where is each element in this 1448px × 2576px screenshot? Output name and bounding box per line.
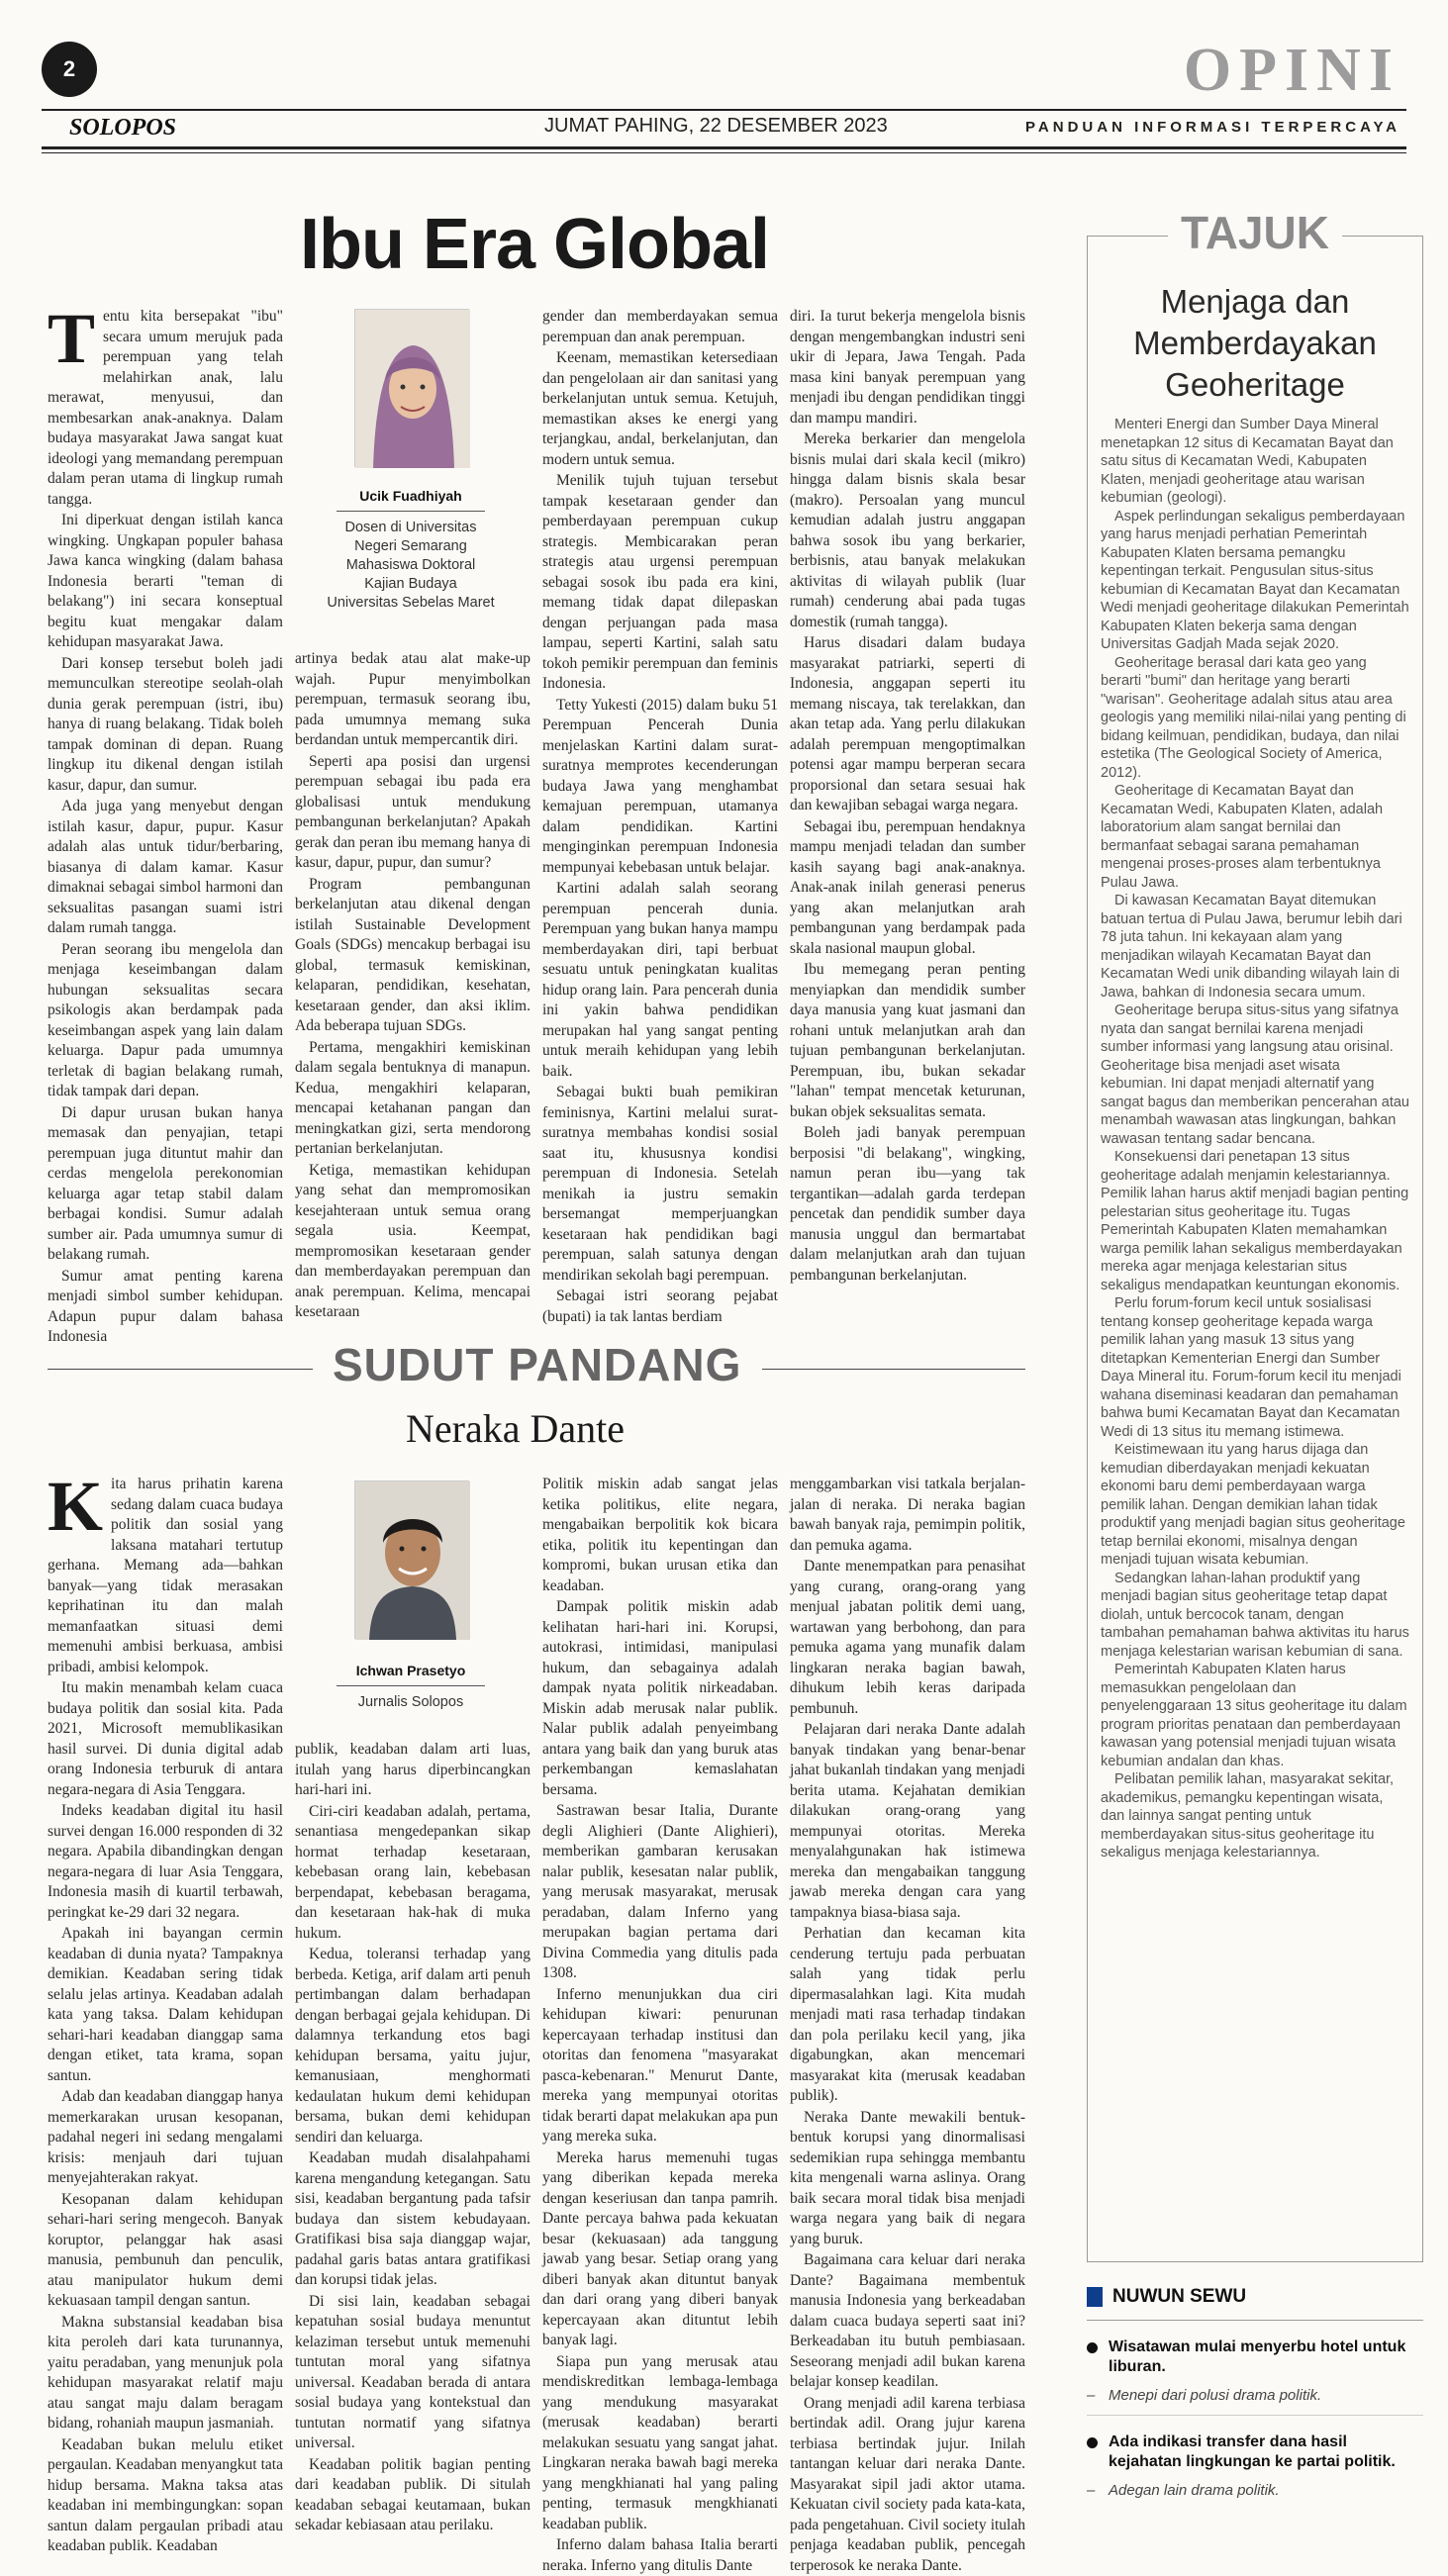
paragraph: Pertama, mengakhiri kemiskinan dalam segala bentuknya di manapun. Kedua, mengakhiri kelaparan, mencapai ketahanan pangan dan meningkatkan gizi, serta mendorong pertanian berkelanjutan. [295, 1038, 531, 1160]
tajuk-label: TAJUK [1168, 206, 1342, 259]
header-rule-bottom [42, 146, 1406, 149]
nuwun-reply-text: Adegan lain drama politik. [1109, 2482, 1280, 2499]
nuwun-reply [1087, 2387, 1423, 2404]
header-rule-thin [42, 152, 1406, 153]
paragraph: Apakah ini bayangan cermin keadaban di dunia nyata? Tampaknya demikian. Keadaban sering tidak selalu jelas artinya. Keadaban adalah kata yang taksa. Dalam kehidupan sehari-hari keadaban dianggap sama dengan etiket, tata krama, sopan santun. [48, 1924, 283, 2086]
opinion-column-4 [790, 1475, 1025, 2504]
author-role: Jurnalis Solopos [293, 1693, 529, 1712]
tajuk-title: Menjaga dan Memberdayakan Geoheritage [1099, 281, 1411, 406]
section-title: OPINI [1184, 36, 1400, 106]
author-portrait-image [355, 310, 470, 468]
paragraph: Neraka Dante mewakili bentuk-bentuk korupsi yang dinormalisasi sedemikian rupa sehingga membantu kita mengenali warna aslinya. Orang baik secara moral tidak bisa menjadi warga negara yang baik di negara yang buruk. [790, 2108, 1025, 2250]
page-number-badge: 2 [42, 42, 97, 97]
article-column-3 [542, 307, 778, 1296]
paragraph: Politik miskin adab sangat jelas ketika politikus, elite negara, mengabaikan berpolitik kok bicara etika, politik itu kepentingan dan kompromi, bukan urusan etika dan keadaban. [542, 1475, 778, 1596]
paragraph: Sedangkan lahan-lahan produktif yang menjadi bagian situs geoheritage tetap dapat diolah, untuk bercocok tanam, dengan tambahan pemahaman bahwa aktivitas itu harus menjaga kelestarian warisan kebumian di sana. [1101, 1570, 1409, 1662]
paragraph: Aspek perlindungan sekaligus pemberdayaan yang harus menjadi perhatian Pemerintah Kabupaten Klaten bersama pemangku kepentingan terkait. Pengusulan situs-situs kebumian di Kecamatan Bayat dan Kecamatan Wedi menjadi geoheritage dilakukan Pemerintah Kabupaten Klaten bekerja sama dengan Universitas Gadjah Mada sejak 2020. [1101, 508, 1409, 654]
author-role-line: Dosen di Universitas [293, 519, 529, 537]
section-rule-right [762, 1369, 1025, 1370]
paragraph: Perhatian dan kecaman kita cenderung tertuju pada perbuatan salah yang tidak perlu dipermasalahkan lagi. Kita mudah menjadi mati rasa terhadap tindakan dan pola perilaku kecil yang, jika digabungkan, akan mencemari masyarakat kita (merusak keadaban publik). [790, 1924, 1025, 2107]
author-name: Ichwan Prasetyo [317, 1663, 505, 1678]
paragraph: Keenam, memastikan ketersediaan dan pengelolaan air dan sanitasi yang berkelanjutan untuk semua. Ketujuh, memastikan akses ke energi yang terjangkau, andal, berkelanjutan, dan modern untuk semua. [542, 348, 778, 470]
paragraph: Sastrawan besar Italia, Durante degli Alighieri (Dante Alighieri), memberikan gambaran kerusakan nalar publik, kesesatan nalar publik, yang merusak masyarakat, merusak peradaban, dalam Inferno yang merupakan bagian pertama dari Divina Commedia yang ditulis pada 1308. [542, 1801, 778, 1984]
dropcap: T [48, 309, 95, 368]
paragraph: ita harus prihatin karena sedang dalam cuaca budaya politik dan sosial yang laksana matahari tertutup gerhana. Memang ada—bahkan banyak—yang tidak merasakan keprihatinan itu dan malah memanfaatkan situasi demi memenuhi ambisi berkuasa, ambisi pribadi, ambisi kelompok. [48, 1475, 283, 1677]
paragraph: Sebagai bukti buah pemikiran feminisnya, Kartini melalui surat-suratnya membahas kondisi sosial saat itu, khususnya kondisi perempuan di Indonesia. Setelah menikah ia justru semakin bersemangat memperjuangkan kesetaraan hak pendidikan bagi perempuan, salah satunya dengan mendirikan sekolah bagi perempuan. [542, 1083, 778, 1286]
paragraph: Menteri Energi dan Sumber Daya Mineral menetapkan 12 situs di Kecamatan Bayat dan satu situs di Kecamatan Wedi, Kabupaten Klaten, menjadi geoheritage atau warisan kebumian (geologi). [1101, 416, 1409, 508]
dropcap: K [48, 1477, 103, 1536]
paragraph: Seperti apa posisi dan urgensi perempuan sebagai ibu pada era globalisasi untuk mendukung pembangunan berkelanjutan? Apakah gerak dan peran ibu memang hanya di kasur, dapur, pupur, dan sumur? [295, 752, 531, 874]
paragraph: Adab dan keadaban dianggap hanya memerkarakan urusan kesopanan, padahal negeri ini sedang mengalami krisis: menjauh dari tujuan menyejahterakan rakyat. [48, 2087, 283, 2189]
author-name: Ucik Fuadhiyah [317, 488, 505, 504]
paragraph: Itu makin menambah kelam cuaca budaya politik dan sosial kita. Pada 2021, Microsoft memublikasikan hasil survei. Di dunia digital adab orang Indonesia terburuk di antara negara-negara di Asia Tenggara. [48, 1678, 283, 1800]
opinion-column-1 [48, 1475, 283, 2504]
article-column-2 [295, 649, 531, 1296]
paragraph: Pelajaran dari neraka Dante adalah banyak tindakan yang benar-benar jahat bukanlah tindakan yang menjadi berita utama. Kejahatan demikian dilakukan orang-orang yang mempunyai otoritas. Mereka menyalahgunakan hak istimewa mereka dan mengabaikan tanggung jawab mereka dengan cara yang tampaknya biasa-biasa saja. [790, 1720, 1025, 1923]
dateline: JUMAT PAHING, 22 DESEMBER 2023 [544, 115, 888, 138]
paragraph: Tetty Yukesti (2015) dalam buku 51 Perempuan Pencerah Dunia menjelaskan Kartini dalam surat-suratnya memprotes kecenderungan budaya Jawa yang menghambat kemajuan perempuan, utamanya dalam pendidikan. Kartini menginginkan perempuan Indonesia mempunyai kebebasan untuk belajar. [542, 696, 778, 879]
paragraph: Kedua, toleransi terhadap yang berbeda. Ketiga, arif dalam arti penuh pertimbangan dalam berhadapan dengan berbagai gejala kehidupan. Di dalamnya terkandung etos bagi kehidupan bersama, yaitu jujur, kemanusiaan, menghormati kedaulatan hukum demi kehidupan bersama, bukan demi kehidupan sendiri dan keluarga. [295, 1945, 531, 2147]
paragraph: Kesopanan dalam kehidupan sehari-hari sering mengecoh. Banyak koruptor, pelanggar hak asasi manusia, pembunuh dan penculik, atau manipulator hukum demi kekuasaan tampil dengan santun. [48, 2190, 283, 2312]
paragraph: Geoheritage berupa situs-situs yang sifatnya nyata dan sangat bernilai karena menjadi sumber informasi yang langsung atau orisinal. Geoheritage bisa menjadi aset wisata kebumian. Ini dapat menjadi alternatif yang sangat bagus dan memberikan pencerahan atau menambah wawasan atas lingkungan, bahkan wawasan tentang sadar bencana. [1101, 1002, 1409, 1148]
paragraph: Pemerintah Kabupaten Klaten harus memasukkan pengelolaan dan penyelenggaraan 13 situs geoheritage itu dalam program prioritas penataan dan pemberdayaan kawasan yang potensial menjadi tujuan wisata kebumian andalan dan khas. [1101, 1661, 1409, 1770]
nuwun-sewu-header [1087, 2286, 1246, 2308]
paragraph: menggambarkan visi tatkala berjalan-jalan di neraka. Di neraka bagian bawah banyak raja, pemimpin politik, dan pemuka agama. [790, 1475, 1025, 1556]
paragraph: Orang menjadi adil karena terbiasa bertindak adil. Orang jujur karena terbiasa bertindak jujur. Inilah tantangan keluar dari neraka Dante. Masyarakat sipil jadi aktor utama. Kekuatan civil society pada kata-kata, pada pengetahuan. Civil society itulah penjaga keadaban publik, pencegah terperosok ke neraka Dante. [790, 2394, 1025, 2576]
nuwun-item-text: Wisatawan mulai menyerbu hotel untuk liburan. [1109, 2338, 1405, 2375]
paragraph: Ketiga, memastikan kehidupan yang sehat dan mempromosikan kesejahteraan untuk semua orang segala usia. Keempat, mempromosikan kesetaraan gender dan memberdayakan perempuan dan anak perempuan. Kelima, mencapai kesetaraan [295, 1161, 531, 1323]
paragraph: Inferno dalam bahasa Italia berarti neraka. Inferno yang ditulis Dante [542, 2535, 778, 2576]
author-role-line: Mahasiswa Doktoral [293, 556, 529, 575]
nuwun-divider [1087, 2415, 1423, 2416]
sudut-pandang-label: SUDUT PANDANG [333, 1338, 741, 1391]
author-photo [354, 1480, 469, 1639]
paragraph: Keadaban mudah disalahpahami karena mengandung ketegangan. Satu sisi, keadaban bergantung pada tafsir budaya dan sistem kebudayaan. Gratifikasi bisa saja dianggap wajar, padahal garis batas antara gratifikasi dan korupsi tidak jelas. [295, 2148, 531, 2291]
author-role [293, 519, 529, 613]
paragraph: Program pembangunan berkelanjutan atau dikenal dengan istilah Sustainable Development Goals (SDGs) mencakup berbagai isu global, termasuk kemiskinan, kelaparan, pendidikan, kesehatan, kesetaraan gender, dan aksi iklim. Ada beberapa tujuan SDGs. [295, 875, 531, 1037]
author-role-line: Negeri Semarang [293, 537, 529, 556]
nuwun-reply [1087, 2482, 1423, 2499]
paragraph: Keistimewaan itu yang harus dijaga dan kemudian diberdayakan menjadi kekuatan ekonomi baru demi pemberdayaan warga pemilik lahan. Dengan demikian lahan tidak produktif yang menjadi bagian situs geoheritage tetap bernilai ekonomi, misalnya dengan menjadi tujuan wisata kebumian. [1101, 1441, 1409, 1570]
paragraph: artinya bedak atau alat make-up wajah. Pupur menyimbolkan perempuan, termasuk seorang ibu, pada umumnya memang suka berdandan untuk mempercantik diri. [295, 649, 531, 751]
paragraph: Bagaimana cara keluar dari neraka Dante? Bagaimana membentuk manusia Indonesia yang berkeadaban dalam cuaca budaya seperti saat ini? Berkeadaban itu butuh pembiasaan. Seseorang menjadi adil bukan karena belajar konsep keadilan. [790, 2250, 1025, 2393]
paragraph: Harus disadari dalam budaya masyarakat patriarki, seperti di Indonesia, anggapan seperti itu memang niscaya, tak terelakkan, dan akan tetap ada. Yang perlu dilakukan adalah perempuan mengoptimalkan potensi agar mampu berperan secara proporsional dan setara sesuai hak dan kewajiban sebagai warga negara. [790, 633, 1025, 816]
bullet-icon [1087, 2437, 1098, 2448]
paragraph: Perlu forum-forum kecil untuk sosialisasi tentang konsep geoheritage kepada warga pemilik lahan yang masuk 13 situs yang ditetapkan Kementerian Energi dan Sumber Daya Mineral itu. Forum-forum kecil itu menjadi wahana diseminasi keadaran dan pemahaman bahwa bumi Kecamatan Bayat dan Kecamatan Wedi di 13 situs itu memang istimewa. [1101, 1294, 1409, 1441]
tajuk-body [1101, 416, 1409, 1862]
paragraph: Boleh jadi banyak perempuan berposisi "di belakang", wingking, namun peran ibu—yang tak tergantikan—adalah garda terdepan pencetak dan pendidik sumber daya manusia unggul dan bermartabat dalam melanjutkan arah dan tujuan pembangunan berkelanjutan. [790, 1123, 1025, 1286]
paragraph: Makna substansial keadaban bisa kita peroleh dari kata turunannya, yaitu peradaban, yang menunjuk pola kehidupan masyarakat relatif maju atau sangat maju dalam beragam bidang, rohaniah maupun jasmaniah. [48, 2313, 283, 2434]
paragraph: Kartini adalah salah seorang perempuan pencerah dunia. Perempuan yang bukan hanya mampu memberdayakan diri, tapi berbuat sesuatu untuk peningkatan kualitas hidup orang lain. Para pencerah dunia ini yakin bahwa pendidikan merupakan hal yang sangat penting untuk meraih kehidupan yang lebih baik. [542, 879, 778, 1082]
paragraph: Ibu memegang peran penting menyiapkan dan mendidik sumber daya manusia yang kuat jasmani dan rohani untuk melanjutkan arah dan tujuan pembangunan berkelanjutan. Perempuan, ibu, bukan sekadar "lahan" tempat mencetak keturunan, bukan objek seksualitas semata. [790, 960, 1025, 1122]
article-column-1 [48, 307, 283, 1296]
paragraph: Mereka berkarier dan mengelola bisnis mulai dari skala kecil (mikro) hingga dalam bisnis skala besar (makro). Persoalan yang muncul kemudian adalah justru anggapan bahwa sosok ibu yang berkarier, berbisnis, atau banyak melakukan aktivitas di wilayah publik (luar rumah) cenderung abai pada tugas domestik (rumah tangga). [790, 429, 1025, 632]
bullet-icon [1087, 2342, 1098, 2353]
paragraph: Ciri-ciri keadaban adalah, pertama, senantiasa mengedepankan sikap hormat terhadap kesetaraan, kebebasan orang lain, kebebasan berpendapat, kebebasan beragama, dan kesetaraan hak-hak di muka hukum. [295, 1802, 531, 1945]
paragraph: Mereka harus memenuhi tugas yang diberikan kepada mereka dengan keseriusan dan tanpa pamrih. Dante percaya bahwa pada kekuatan besar (kekuasaan) ada tanggung jawab yang besar. Setiap orang yang diberi banyak akan dituntut banyak dan dari orang yang diberi banyak kepercayaan akan dituntut lebih banyak lagi. [542, 2148, 778, 2351]
author-photo [354, 309, 469, 467]
paragraph: Sumur amat penting karena menjadi simbol sumber kehidupan. Adapun pupur dalam bahasa Indonesia [48, 1267, 283, 1348]
sudut-pandang-title: Neraka Dante [406, 1405, 625, 1452]
dash-icon: – [1087, 2482, 1095, 2499]
nuwun-item [1087, 2433, 1423, 2472]
paragraph: Keadaban bukan melulu etiket pergaulan. Keadaban menyangkut tata hidup bersama. Makna taksa atas keadaban ini membingungkan: sopan santun dalam pergaulan pribadi atau keadaban publik. Keadaban [48, 2435, 283, 2557]
nuwun-item-text: Ada indikasi transfer dana hasil kejahatan lingkungan ke partai politik. [1109, 2433, 1396, 2470]
nuwun-item [1087, 2337, 1423, 2377]
header-rule-top [42, 109, 1406, 111]
paragraph: Siapa pun yang merusak atau mendiskreditkan lembaga-lembaga yang mendukung masyarakat (merusak keadaban) berarti melakukan sesuatu yang sangat jahat. Lingkaran neraka bawah bagi mereka yang mengkhianati hal yang paling penting, termasuk mengkhianati keadaban publik. [542, 2352, 778, 2535]
brand-logo: SOLOPOS [69, 115, 176, 142]
paragraph: Ada juga yang menyebut dengan istilah kasur, dapur, pupur. Kasur adalah alas untuk tidur/berbaring, biasanya di dalam kamar. Kasur dimaknai sebagai simbol harmoni dan seksualitas pasangan suami istri dalam rumah tangga. [48, 797, 283, 939]
article-column-4 [790, 307, 1025, 1296]
paragraph: Inferno menunjukkan dua ciri kehidupan kiwari: penurunan kepercayaan terhadap institusi dan otoritas dan fenomena "masyarakat pasca-kebenaran." Menurut Dante, mereka yang mempunyai otoritas tidak berarti dapat melakukan apa pun yang mereka suka. [542, 1985, 778, 2147]
paragraph: diri. Ia turut bekerja mengelola bisnis dengan mengembangkan industri seni ukir di Jepara, Jawa Tengah. Pada masa kini banyak perempuan yang menjadi ibu dengan pendidikan tinggi dan mampu mandiri. [790, 307, 1025, 429]
paragraph: Dampak politik miskin adab kelihatan hari-hari ini. Korupsi, autokrasi, intimidasi, manipulasi hukum, dan sebagainya adalah dampak nyata politik nirkeadaban. Miskin adab merusak nalar publik. Nalar publik adalah penyeimbang antara yang baik dan yang buruk atas perkembangan kemaslahatan bersama. [542, 1597, 778, 1800]
paragraph: Keadaban politik bagian penting dari keadaban publik. Di situlah keadaban sebagai keutamaan, bukan sekadar kebiasaan atau perilaku. [295, 2455, 531, 2536]
paragraph: Pelibatan pemilik lahan, masyarakat sekitar, akademikus, pemangku kepentingan wisata, dan lainnya sangat penting untuk memberdayakan situs-situs geoheritage itu sekaligus menjaga kelestariannya. [1101, 1770, 1409, 1862]
nuwun-sewu-label: NUWUN SEWU [1112, 2286, 1246, 2308]
paragraph: Geoheritage di Kecamatan Bayat dan Kecamatan Wedi, Kabupaten Klaten, adalah laboratorium alam sangat bernilai dan bermanfaat sebagai sarana pemahaman mengenai proses-proses alam terbentuknya Pulau Jawa. [1101, 782, 1409, 892]
paragraph: gender dan memberdayakan semua perempuan dan anak perempuan. [542, 307, 778, 347]
section-rule-left [48, 1369, 313, 1370]
paragraph: Peran seorang ibu mengelola dan menjaga keseimbangan dalam hubungan seksualitas secara psikologis akan berdampak pada keseimbangan aspek yang lain dalam keluarga. Dapur pada umumnya terletak di bagian belakang rumah, tidak tampak dari depan. [48, 940, 283, 1102]
paragraph: Sebagai istri seorang pejabat (bupati) ia tak lantas berdiam [542, 1287, 778, 1327]
nuwun-divider [1087, 2320, 1423, 2321]
motto: PANDUAN INFORMASI TERPERCAYA [1025, 119, 1400, 136]
author-divider [337, 1685, 485, 1686]
paragraph: Di sisi lain, keadaban sebagai kepatuhan sosial budaya menuntut kelaziman tersebut untuk memenuhi tuntutan moral yang sifatnya universal. Keadaban berada di antara sosial budaya yang kontekstual dan tuntutan normatif yang sifatnya universal. [295, 2292, 531, 2454]
paragraph: Menilik tujuh tujuan tersebut tampak kesetaraan gender dan pemberdayaan perempuan cukup strategis. Membicarakan peran strategis atau urgensi perempuan sebagai sosok ibu pada era kini, memang tidak dapat dilepaskan dengan perjuangan pada masa lampau, seperti Kartini, salah satu tokoh pemikir perempuan dan feminis Indonesia. [542, 471, 778, 695]
article-title: Ibu Era Global [297, 204, 772, 285]
opinion-column-3 [542, 1475, 778, 2504]
paragraph: Geoheritage berasal dari kata geo yang berarti "bumi" dan heritage yang berarti "warisan". Geoheritage adalah situs atau area geologis yang memiliki nilai-nilai yang penting di bidang keilmuan, pendidikan, budaya, dan nilai estetika (The Geological Society of America, 2012). [1101, 654, 1409, 783]
paragraph: Sebagai ibu, perempuan hendaknya mampu menjadi teladan dan sumber kasih sayang bagi anak-anaknya. Anak-anak inilah generasi penerus yang akan melanjutkan arah pembangunan yang berdampak pada skala nasional maupun global. [790, 817, 1025, 960]
author-portrait-image [355, 1481, 470, 1640]
paragraph: publik, keadaban dalam arti luas, itulah yang harus diperbincangkan hari-hari ini. [295, 1740, 531, 1801]
author-role-line: Universitas Sebelas Maret [293, 594, 529, 613]
paragraph: Di kawasan Kecamatan Bayat ditemukan batuan tertua di Pulau Jawa, berumur lebih dari 78 juta tahun. Ini kekayaan alam yang menjadikan wilayah Kecamatan Bayat dan Kecamatan Wedi unik dibanding wilayah lain di Jawa, bahkan di Indonesia secara umum. [1101, 892, 1409, 1002]
author-divider [337, 511, 485, 512]
square-icon [1087, 2287, 1103, 2307]
paragraph: Konsekuensi dari penetapan 13 situs geoheritage adalah menjamin kelestariannya. Pemilik lahan harus aktif menjadi bagian penting pelestarian situs geoheritage itu. Tugas Pemerintah Kabupaten Klaten memahamkan warga pemilik lahan sekaligus memberdayakan mereka agar menjaga kelestarian situs sekaligus mendapatkan keuntungan ekonomis. [1101, 1148, 1409, 1294]
paragraph: Dante menempatkan para penasihat yang curang, orang-orang yang menjual jabatan politik demi uang, wartawan yang berbohong, dan para pemuka agama yang munafik dalam lingkaran neraka bagian bawah, dihukum lebih keras daripada pembunuh. [790, 1557, 1025, 1719]
paragraph: Di dapur urusan bukan hanya memasak dan penyajian, tetapi perempuan juga dituntut mahir dan cerdas mengelola perekonomian keluarga agar tetap stabil dalam berbagai kondisi. Sumur adalah sumber air. Pada umumnya sumur di belakang rumah. [48, 1103, 283, 1266]
author-role-line: Kajian Budaya [293, 575, 529, 594]
paragraph: Dari konsep tersebut boleh jadi memunculkan stereotipe seolah-olah dunia gerak perempuan (istri, ibu) hanya di ruang belakang. Tidak boleh tampak dominan di depan. Ruang lingkup itu dikenal dengan istilah kasur, dapur, dan sumur. [48, 654, 283, 797]
paragraph: Indeks keadaban digital itu hasil survei dengan 16.000 responden di 32 negara. Apabila dibandingkan dengan negara-negara di luar Asia Tenggara, Indonesia masih di kuartil terbawah, peringkat ke-29 dari 32 negara. [48, 1801, 283, 1923]
nuwun-reply-text: Menepi dari polusi drama politik. [1109, 2387, 1321, 2404]
opinion-column-2 [295, 1740, 531, 2504]
paragraph: Ini diperkuat dengan istilah kanca wingking. Ungkapan populer bahasa Jawa kanca wingking (dalam bahasa Indonesia berarti "teman di belakang") ini secara konseptual begitu kuat mengakar dalam kehidupan masyarakat Jawa. [48, 511, 283, 653]
paragraph: entu kita bersepakat "ibu" secara umum merujuk pada perempuan yang telah melahirkan anak, lalu merawat, menyusui, dan membesarkan anak-anaknya. Dalam budaya masyarakat Jawa sangat kuat ideologi yang memandang perempuan dalam peran utama di lingkup rumah tangga. [48, 307, 283, 510]
dash-icon: – [1087, 2387, 1095, 2404]
